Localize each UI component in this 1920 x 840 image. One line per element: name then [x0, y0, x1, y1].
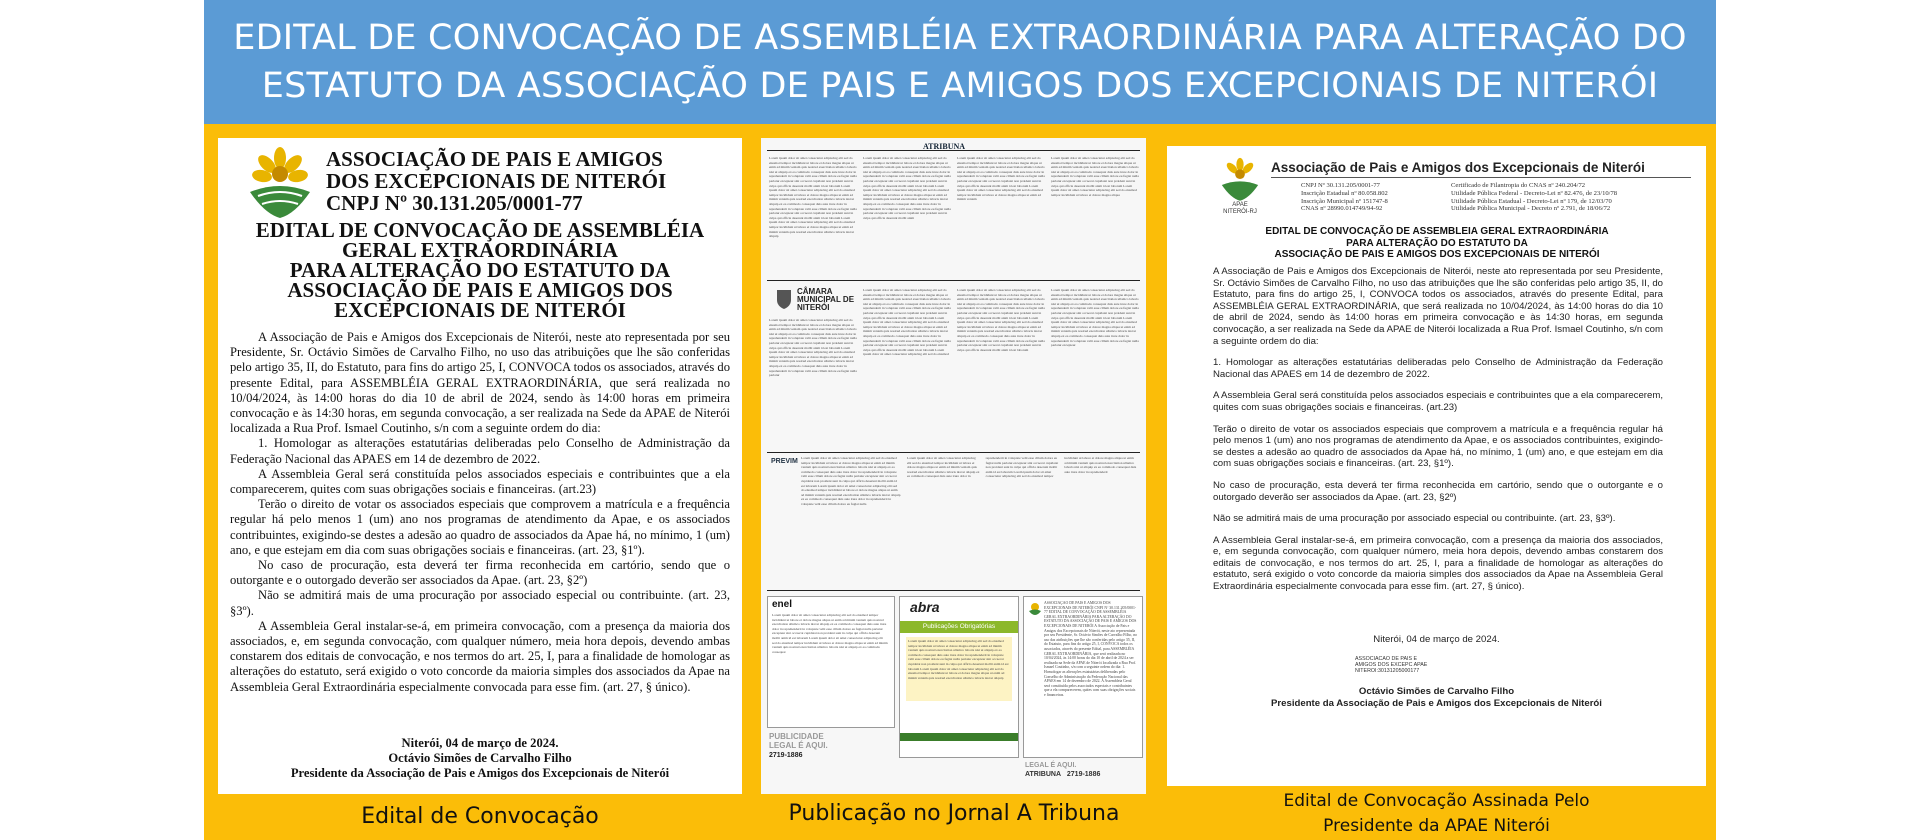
notice-paragraph: No caso de procuração, esta deverá ter firma reconhecida em cartório, sendo que o outorgante e o outorgado deverão ser associados da Apae. (art. 23, §2º): [230, 558, 730, 588]
publicidade-line-2: LEGAL É AQUI.: [1025, 762, 1077, 769]
section-rule: [767, 280, 1140, 281]
newspaper-column-text: Lorem ipsum dolor sit amet consectetur adipiscing elit sed do eiusmod tempor incididunt ut labore et dolore magna aliqua ut enim ad minim veniam quis nostrud exercitation ullamco laboris nisi ut aliquip ex ea commodo consequat duis aute irure dolor in reprehenderit in voluptate velit esse cillum dolore eu fugiat nulla pariatur excepteur sint occaecat cupidatat non proident sunt in culpa qui officia deserunt mollit anim id est laborum Lorem ipsum dolor sit amet consectetur adipiscing elit sed do eiusmod tempor incididunt ut labore et dolore magna aliqua ut enim ad minim veniam quis nostrud exercitation ullamco laboris nisi ut aliquip ex ea commodo consequat duis aute irure dolor in reprehenderit in voluptate velit esse cillum dolore eu fugiat nulla pariatur: [769, 318, 857, 378]
newspaper-column-text: Lorem ipsum dolor sit amet consectetur adipiscing elit sed do eiusmod tempor incididunt ut labore et dolore magna aliqua ut enim ad minim veniam quis nostrud exercitation ullamco laboris nisi ut aliquip ex ea commodo consequat duis aute irure dolor in reprehenderit in voluptate velit esse cillum dolore eu fugiat nulla pariatur excepteur sint occaecat cupidatat non proident sunt in culpa qui officia deserunt mollit anim id est laborum Lorem ipsum dolor sit amet consectetur adipiscing elit sed do eiusmod tempor incididunt ut labore et dolore magna aliqua ut enim ad minim veniam quis nostrud exercitation ullamco laboris nisi ut aliquip: [908, 639, 1009, 680]
signed-notice-image: [1167, 146, 1706, 786]
notice-title-line-5: EXCEPCIONAIS DE NITERÓI: [334, 298, 626, 322]
signed-paragraph: No caso de procuração, esta deverá ter firma reconhecida em cartório, sendo que o outorgante e o outorgado deverão ser associados da Apae. (art. 23, §2º): [1213, 479, 1663, 503]
notice-org-line-2: DOS EXCEPCIONAIS DE NITERÓI: [326, 169, 667, 193]
city-hall-line-1: CÂMARA: [797, 287, 833, 296]
signed-title-line-1: EDITAL DE CONVOCAÇÃO DE ASSEMBLEIA GERAL EXTRAORDINÁRIA: [1265, 226, 1609, 237]
signed-paragraph: A Assembleia Geral instalar-se-á, em primeira convocação, com a presença da maioria dos associados, e, em segunda convocação, com qualquer número, meia hora depois, devendo ambas constarem dos editais de convocação, e nos termos do art. 25, I, para a finalidade de homologar as alterações do estatuto, será exigido o voto concorde da maioria simples dos associados da Apae na Assembleia Geral Extraordinária especialmente convocada para esse fim. (art. 27, § único).: [1213, 534, 1663, 593]
signed-signer: Octávio Simões de Carvalho Filho: [1358, 686, 1515, 697]
stamp-line-1: ASSOCIACAO DE PAIS E: [1355, 656, 1418, 662]
publicacoes-banner: Publicações Obrigatórias: [900, 621, 1018, 633]
city-hall-line-2: MUNICIPAL DE: [797, 295, 855, 304]
newspaper-page-image: [761, 138, 1146, 794]
signed-title: [1187, 226, 1687, 261]
notice-paragraph: Terão o direito de votar os associados especiais que comprovem a matrícula e a frequência regular há pelo menos 1 (um) ano nos programas de atendimento da Apae, e os associados contribuintes, exigindo-se destes a adesão ao quadro de associados da Apae há, no mínimo, 1 (um) ano, e que estejam em dia com suas obrigações sociais e financeiras. (art. 23, §1º).: [230, 497, 730, 557]
slide: [204, 0, 1716, 840]
publicidade-right: [1025, 762, 1143, 792]
apae-flower-logo-icon: [1028, 601, 1042, 615]
previ-logo: PREVIM: [771, 458, 798, 465]
newspaper-column-text: Lorem ipsum dolor sit amet consectetur adipiscing elit sed do eiusmod tempor incididunt ut labore et dolore magna aliqua ut enim ad minim veniam quis nostrud exercitation ullamco laboris nisi ut aliquip ex ea commodo consequat duis aute irure dolor in reprehenderit in voluptate velit esse cillum dolore eu fugiat nulla pariatur excepteur sint occaecat cupidatat non proident sunt in culpa qui officia deserunt mollit anim id est laborum Lorem ipsum dolor sit amet consectetur adipiscing elit sed do eiusmod tempor incididunt ut labore et dolore magna aliqua ut enim ad minim veniam quis nostrud exercitation ullamco laboris nisi ut aliquip ex ea commodo consequat duis aute irure dolor in reprehenderit in voluptate velit esse cillum dolore eu fugiat nulla pariatur excepteur sint occaecat cupidatat non proident sunt in culpa qui officia deserunt mollit anim id est laborum Lorem ipsum dolor sit amet consectetur adipiscing elit sed do eiusmod: [863, 288, 951, 357]
newspaper-column-text: Lorem ipsum dolor sit amet consectetur adipiscing elit sed do eiusmod tempor incididunt ut labore et dolore magna aliqua ut enim ad minim veniam quis nostrud exercitation ullamco laboris nisi ut aliquip ex ea commodo consequat duis aute irure dolor in reprehenderit in voluptate velit esse cillum dolore eu fugiat nulla pariatur excepteur sint occaecat cupidatat non proident sunt in culpa qui officia deserunt mollit anim id est laborum Lorem ipsum dolor sit amet consectetur adipiscing elit sed do eiusmod tempor incididunt ut labore et dolore magna aliqua ut enim ad minim veniam: [957, 156, 1045, 202]
stamp-line-3: NITEROI:30131205000177: [1355, 668, 1420, 674]
info-left-2: Inscrição Estadual nº 80.058.802: [1301, 189, 1388, 197]
abra-notice-box: [899, 596, 1019, 758]
notice-title: [228, 220, 732, 320]
newspaper-column-text: Lorem ipsum dolor sit amet consectetur adipiscing elit sed do eiusmod tempor incididunt ut labore et dolore magna aliqua ut enim ad minim veniam quis nostrud exercitation ullamco laboris nisi ut aliquip ex ea commodo consequat duis aute irure dolor in reprehenderit in voluptate velit esse cillum dolore eu fugiat nulla pariatur excepteur sint occaecat cupidatat non proident sunt in culpa qui officia deserunt mollit anim id est laborum Lorem ipsum dolor sit amet consectetur adipiscing elit sed do eiusmod tempor incididunt ut labore et dolore magna aliqua: [1051, 156, 1139, 197]
notice-cnpj: CNPJ Nº 30.131.205/0001-77: [326, 191, 583, 215]
info-right: [1451, 182, 1651, 213]
signed-title-line-3: ASSOCIAÇÃO DE PAIS E AMIGOS DOS EXCEPCIONAIS DE NITERÓI: [1274, 249, 1600, 260]
info-left-1: CNPJ Nº 30.131.205/0001-77: [1301, 182, 1380, 189]
newspaper-column-text: Lorem ipsum dolor sit amet consectetur adipiscing elit sed do eiusmod tempor incididunt ut labore et dolore magna aliqua ut enim ad minim veniam quis nostrud exercitation ullamco laboris nisi ut aliquip ex ea commodo consequat duis aute irure dolor in reprehenderit in voluptate velit esse cillum dolore eu fugiat nulla pariatur excepteur sint occaecat cupidatat non proident sunt in culpa qui officia deserunt mollit anim id est laborum Lorem ipsum dolor sit amet consectetur adipiscing elit sed do eiusmod tempor incididunt ut labore et dolore magna aliqua ut enim ad minim veniam quis nostrud exercitation ullamco laboris nisi ut aliquip ex ea commodo consequat duis aute irure dolor in reprehenderit in voluptate velit esse cillum dolore eu fugiat nulla pariatur excepteur: [1051, 288, 1139, 348]
city-hall-line-3: NITERÓI: [797, 303, 830, 312]
notice-org-header: [326, 148, 736, 214]
small-masthead: ATRIBUNA: [1025, 771, 1062, 778]
signed-paragraph: 1. Homologar as alterações estatutárias deliberadas pelo Conselho de Administração da Federação Nacional das APAES em 14 de dezembro de 2022.: [1213, 357, 1663, 380]
digital-signature-stamp: [1355, 656, 1531, 680]
info-left-3: Inscrição Municipal nº 151747-8: [1301, 197, 1388, 205]
signed-title-line-2: PARA ALTERAÇÃO DO ESTATUTO DA: [1346, 237, 1528, 249]
notice-title-line-3: PARA ALTERAÇÃO DO ESTATUTO DA: [289, 258, 671, 282]
publicidade-phone: 2719-1886: [769, 752, 803, 759]
notice-org-line-1: ASSOCIAÇÃO DE PAIS E AMIGOS: [326, 147, 663, 171]
newspaper-column-text: Lorem ipsum dolor sit amet consectetur adipiscing elit sed do eiusmod tempor incididunt ut labore et dolore magna aliqua ut enim ad minim veniam quis nostrud exercitation ullamco laboris nisi ut aliquip ex ea commodo consequat duis aute irure dolor in reprehenderit in voluptate velit esse cillum dolore eu fugiat nulla pariatur excepteur sint occaecat cupidatat non proident sunt in culpa qui officia deserunt mollit anim id est laborum Lorem ipsum dolor sit amet consectetur adipiscing elit sed do eiusmod tempor incididunt ut labore et dolore magna aliqua ut enim ad minim veniam quis nostrud exercitation ullamco laboris nisi ut aliquip ex ea commodo consequat duis aute irure dolor in reprehenderit in voluptate velit esse cillum dolore eu fugiat nulla pariatur excepteur sint occaecat cupidatat non proident sunt in culpa qui officia deserunt mollit anim id est laborum: [957, 288, 1045, 352]
section-rule: [767, 452, 1140, 453]
apae-notice-box: [1023, 596, 1143, 758]
signed-paragraph: A Associação de Pais e Amigos dos Excepcionais de Niterói, neste ato representada por seu Presidente, Sr. Octávio Simões de Carvalho Filho, no uso das atribuições que lhe são conferidas pelo artigo 35, II, do Estatuto, para fins do artigo 25, I, CONVOCA todos os associados, através do presente Edital, para ASSEMBLÉIA GERAL EXTRAORDINÁRIA, que será realizada no 10/04/2024, às 14:00 horas do dia 10 de abril de 2024, sendo às 14:00 horas em primeira convocação e às 14:30 horas, em segunda convocação, a ser realizada na Sede da APAE de Niterói localizada a Rua Prof. Ismael Coutinho, s/n com a seguinte ordem do dia:: [1213, 266, 1663, 347]
logo-caption-2: NITERÓI-RJ: [1223, 209, 1257, 215]
notice-paragraph: A Assembleia Geral instalar-se-á, em primeira convocação, com a presença da maioria dos associados, e, em segunda convocação, com qualquer número, meia hora depois, devendo ambas constarem dos editais de convocação, e nos termos do art. 25, I, para a finalidade de homologar as alterações do estatuto, será exigido o voto concorde da maioria simples dos associados da Apae na Assembleia Geral Extraordinária especialmente convocada para esse fim. (art. 27, § único).: [230, 618, 730, 694]
info-left-4: CNAS nº 28990.014749/94-92: [1301, 205, 1383, 213]
newspaper-column-text: ASSOCIAÇÃO DE PAIS E AMIGOS DOS EXCEPCIONAIS DE NITERÓI CNPJ Nº 30.131.205/0001-77 EDITAL DE CONVOCAÇÃO DE ASSEMBLÉIA GERAL EXTRAORDINÁRIA PARA ALTERAÇÃO DO ESTATUTO DA ASSOCIAÇÃO DE PAIS E AMIGOS DOS EXCEPCIONAIS DE NITERÓI A Associação de Pais e Amigos dos Excepcionais de Niterói, neste ato representada por seu Presidente, Sr. Octávio Simões de Carvalho Filho, no uso das atribuições que lhe são conferidas pelo artigo 35, II, do Estatuto, para fins do artigo 25, I, CONVOCA todos os associados, através do presente Edital, para ASSEMBLÉIA GERAL EXTRAORDINÁRIA, que será realizada no 10/04/2024, às 14:00 horas do dia 10 de abril de 2024 a ser realizada na Sede da APAE de Niterói localizada a Rua Prof. Ismael Coutinho, s/n com a seguinte ordem do dia: 1. Homologar as alterações estatutárias deliberadas pelo Conselho de Administração da Federação Nacional das APAES em 14 de dezembro de 2022. A Assembleia Geral será constituída pelos associados especiais e contribuintes que a ela comparecerem, quites com suas obrigações sociais e financeiras.: [1044, 601, 1138, 697]
publicidade-phone: 2719-1886: [1066, 771, 1101, 778]
newspaper-column-text: Lorem ipsum dolor sit amet consectetur adipiscing elit sed do eiusmod tempor incididunt ut labore et dolore magna aliqua ut enim ad minim veniam quis nostrud exercitation ullamco laboris nisi ut aliquip ex ea commodo consequat duis aute irure dolor in reprehenderit in voluptate velit esse cillum dolore eu fugiat nulla pariatur excepteur sint occaecat cupidatat non proident sunt in culpa qui officia deserunt mollit anim id est laborum Lorem ipsum dolor sit amet consectetur adipiscing elit sed do eiusmod tempor incididunt ut labore et dolore magna aliqua ut enim ad minim veniam quis nostrud exercitation ullamco laboris nisi ut aliquip ex ea commodo consequat duis aute irure dolor in reprehenderit in voluptate velit esse cillum dolore eu fugiat nulla pariatur excepteur sint occaecat cupidatat non proident sunt in culpa qui officia deserunt mollit anim id est laborum Lorem ipsum dolor sit amet consectetur adipiscing elit sed do eiusmod tempor incididunt ut labore et dolore magna aliqua ut enim ad minim veniam quis nostrud exercitation ullamco laboris nisi ut aliquip: [769, 156, 857, 239]
section-rule: [767, 590, 1140, 591]
abra-logo: abra: [910, 599, 940, 615]
info-right-2: Utilidade Pública Federal - Decreto-Lei nº 82.476, de 23/10/78: [1451, 189, 1618, 197]
info-right-4: Utilidade Pública Municipal - Decreto nº 2.791, de 18/06/72: [1451, 205, 1611, 213]
caption-assinada-line-1: Edital de Convocação Assinada Pelo: [1283, 791, 1590, 811]
notice-paragraph: 1. Homologar as alterações estatutárias deliberadas pelo Conselho de Administração da Federação Nacional das APAES em 14 de dezembro de 2022.: [230, 436, 730, 466]
logo-caption: [1217, 202, 1263, 216]
caption-assinada: [1167, 789, 1706, 839]
city-hall-label: [797, 288, 854, 312]
info-right-1: Certificado de Filantropia do CNAS nº 240.204/72: [1451, 182, 1586, 189]
newspaper-column-text: Lorem ipsum dolor sit amet consectetur adipiscing elit sed do eiusmod tempor incididunt ut labore et dolore magna aliqua ut enim ad minim veniam quis nostrud exercitation ullamco laboris nisi ut aliquip ex ea commodo consequat duis aute irure dolor in reprehenderit in voluptate velit esse cillum dolore eu fugiat nulla pariatur excepteur sint occaecat cupidatat non proident sunt in culpa qui officia deserunt mollit anim id est laborum Lorem ipsum dolor sit amet consectetur adipiscing elit sed do eiusmod tempor incididunt ut labore et dolore magna aliqua ut enim ad minim veniam quis nostrud exercitation ullamco laboris nisi ut aliquip ex ea commodo consequat duis aute irure dolor in reprehenderit in voluptate velit esse cillum dolore eu fugiat nulla: [801, 456, 901, 506]
banner-line-1: EDITAL DE CONVOCAÇÃO DE ASSEMBLÉIA EXTRAORDINÁRIA PARA ALTERAÇÃO DO: [233, 18, 1687, 58]
signed-signature: [1167, 686, 1706, 709]
info-right-3: Utilidade Pública Estadual - Decreto-Lei nº 179, de 12/03/70: [1451, 197, 1612, 205]
logo-caption-1: APAE: [1232, 202, 1248, 208]
signed-paragraph: A Assembleia Geral será constituída pelos associados especiais e contribuintes que a ela comparecerem, quites com suas obrigações sociais e financeiras. (art.23): [1213, 390, 1663, 413]
notice-paragraph: Não se admitirá mais de uma procuração por associado especial ou contribuinte. (art. 23, §3º).: [230, 588, 730, 618]
header-rule: [1271, 177, 1691, 178]
banner-line-2: ESTATUTO DA ASSOCIAÇÃO DE PAIS E AMIGOS DOS EXCEPCIONAIS DE NITERÓI: [261, 66, 1659, 106]
notice-date: Niterói, 04 de março de 2024.: [401, 736, 559, 750]
notice-paragraph: A Associação de Pais e Amigos dos Excepcionais de Niterói, neste ato representada por seu Presidente, Sr. Octávio Simões de Carvalho Filho, no uso das atribuições que lhe são conferidas pelo artigo 35, II, do Estatuto, para fins do artigo 25, I, CONVOCA todos os associados, através do presente Edital, para ASSEMBLÉIA GERAL EXTRAORDINÁRIA, que será realizada no 10/04/2024, às 14:00 horas do dia 10 de abril de 2024, sendo às 14:00 horas em primeira convocação e às 14:30 horas, em segunda convocação, a ser realizada na Sede da APAE de Niterói localizada a Rua Prof. Ismael Coutinho, s/n com a seguinte ordem do dia:: [230, 330, 730, 436]
publicidade-line-1: PUBLICIDADE: [769, 732, 824, 741]
publicidade-line-2: LEGAL É AQUI.: [769, 741, 828, 750]
apae-flower-logo-icon: [1215, 156, 1265, 202]
notice-image: [218, 138, 742, 794]
notice-title-line-2: GERAL EXTRAORDINÁRIA: [342, 238, 618, 262]
notice-title-line-1: EDITAL DE CONVOCAÇÃO DE ASSEMBLÉIA: [255, 218, 705, 242]
caption-edital: Edital de Convocação: [361, 804, 599, 829]
notice-title-line-4: ASSOCIAÇÃO DE PAIS E AMIGOS DOS: [287, 278, 673, 302]
notice-signature: [228, 736, 732, 781]
signed-signer-role: Presidente da Associação de Pais e Amigos dos Excepcionais de Niterói: [1271, 697, 1602, 709]
caption-assinada-line-2: Presidente da APAE Niterói: [1323, 816, 1550, 836]
newspaper-column-text: Lorem ipsum dolor sit amet consectetur adipiscing elit sed do eiusmod tempor incididunt ut labore et dolore magna aliqua ut enim ad minim veniam quis nostrud exercitation ullamco laboris nisi ut aliquip ex ea commodo consequat duis aute irure dolor in reprehenderit in voluptate velit esse cillum dolore eu fugiat nulla pariatur excepteur sint occaecat cupidatat non proident sunt in culpa qui officia deserunt mollit anim id est laborum Lorem ipsum dolor sit amet consectetur adipiscing elit sed do eiusmod tempor incididunt ut labore et dolore magna aliqua ut enim ad minim veniam quis nostrud exercitation ullamco laboris nisi ut aliquip ex ea commodo consequat duis aute irure dolor in reprehenderit in voluptate velit esse cillum dolore eu fugiat nulla pariatur excepteur sint occaecat cupidatat non proident sunt in culpa qui officia deserunt mollit anim: [863, 156, 951, 220]
title-banner: [204, 0, 1716, 124]
stamp-line-2: AMIGOS DOS EXCEPC APAE: [1355, 662, 1428, 668]
info-left: [1301, 182, 1451, 213]
signed-date: Niterói, 04 de março de 2024.: [1373, 634, 1500, 645]
newspaper-list-text: Lorem ipsum dolor sit amet consectetur adipiscing elit sed do eiusmod tempor incididunt ut labore et dolore magna aliqua ut enim ad minim veniam quis nostrud exercitation ullamco laboris nisi ut aliquip ex ea commodo consequat duis aute irure dolor in reprehenderit in voluptate velit esse cillum dolore eu fugiat nulla pariatur excepteur sint occaecat cupidatat non proident sunt in culpa qui officia deserunt mollit anim id est laborum Lorem ipsum dolor sit amet consectetur adipiscing elit sed do eiusmod tempor incididunt ut labore et dolore magna aliqua ut enim ad minim veniam quis nostrud exercitation ullamco laboris nisi ut aliquip ex ea commodo consequat duis aute irure dolor in reprehenderit: [907, 456, 1137, 479]
signed-body: [1213, 266, 1663, 603]
apae-flower-logo-icon: [240, 144, 320, 220]
notice-body: [230, 330, 730, 695]
signed-org-name: Associação de Pais e Amigos dos Excepcionais de Niterói: [1271, 160, 1645, 175]
notice-paragraph: A Assembleia Geral será constituída pelos associados especiais e contribuintes que a ela comparecerem, quites com suas obrigações sociais e financeiras. (art.23): [230, 466, 730, 497]
publicidade-left: [769, 732, 895, 790]
signed-paragraph: Terão o direito de votar os associados especiais que comprovem a matrícula e a frequência regular há pelo menos 1 (um) ano nos programas de atendimento da Apae, e os associados contribuintes, exigindo-se destes a adesão ao quadro de associados da Apae há, no mínimo, 1 (um) ano, e que estejam em dia com suas obrigações sociais e financeiras. (art. 23, §1º).: [1213, 423, 1663, 470]
publicidade-bottom-row: [1025, 770, 1143, 780]
caption-jornal: Publicação no Jornal A Tribuna: [788, 801, 1120, 826]
city-crest-icon: [775, 288, 793, 310]
signed-paragraph: Não se admitirá mais de uma procuração por associado especial ou contribuinte. (art. 23, §3º).: [1213, 513, 1616, 525]
green-footer-bar: [900, 733, 1018, 741]
enel-notice-box: [767, 596, 895, 728]
notice-signer: Octávio Simões de Carvalho Filho: [388, 751, 572, 765]
newspaper-column-text: Lorem ipsum dolor sit amet consectetur adipiscing elit sed do eiusmod tempor incididunt ut labore et dolore magna aliqua ut enim ad minim veniam quis nostrud exercitation ullamco laboris nisi ut aliquip ex ea commodo consequat duis aute irure dolor in reprehenderit in voluptate velit esse cillum dolore eu fugiat nulla pariatur excepteur sint occaecat cupidatat non proident sunt in culpa qui officia deserunt mollit anim id est laborum Lorem ipsum dolor sit amet consectetur adipiscing elit sed do eiusmod tempor incididunt ut labore et dolore magna aliqua ut enim ad minim veniam quis nostrud exercitation ullamco laboris nisi ut aliquip ex ea commodo consequat: [772, 613, 888, 654]
notice-signer-role: Presidente da Associação de Pais e Amigos dos Excepcionais de Niterói: [290, 766, 670, 780]
newspaper-masthead: ATRIBUNA: [923, 142, 966, 151]
enel-logo: enel: [772, 599, 793, 610]
